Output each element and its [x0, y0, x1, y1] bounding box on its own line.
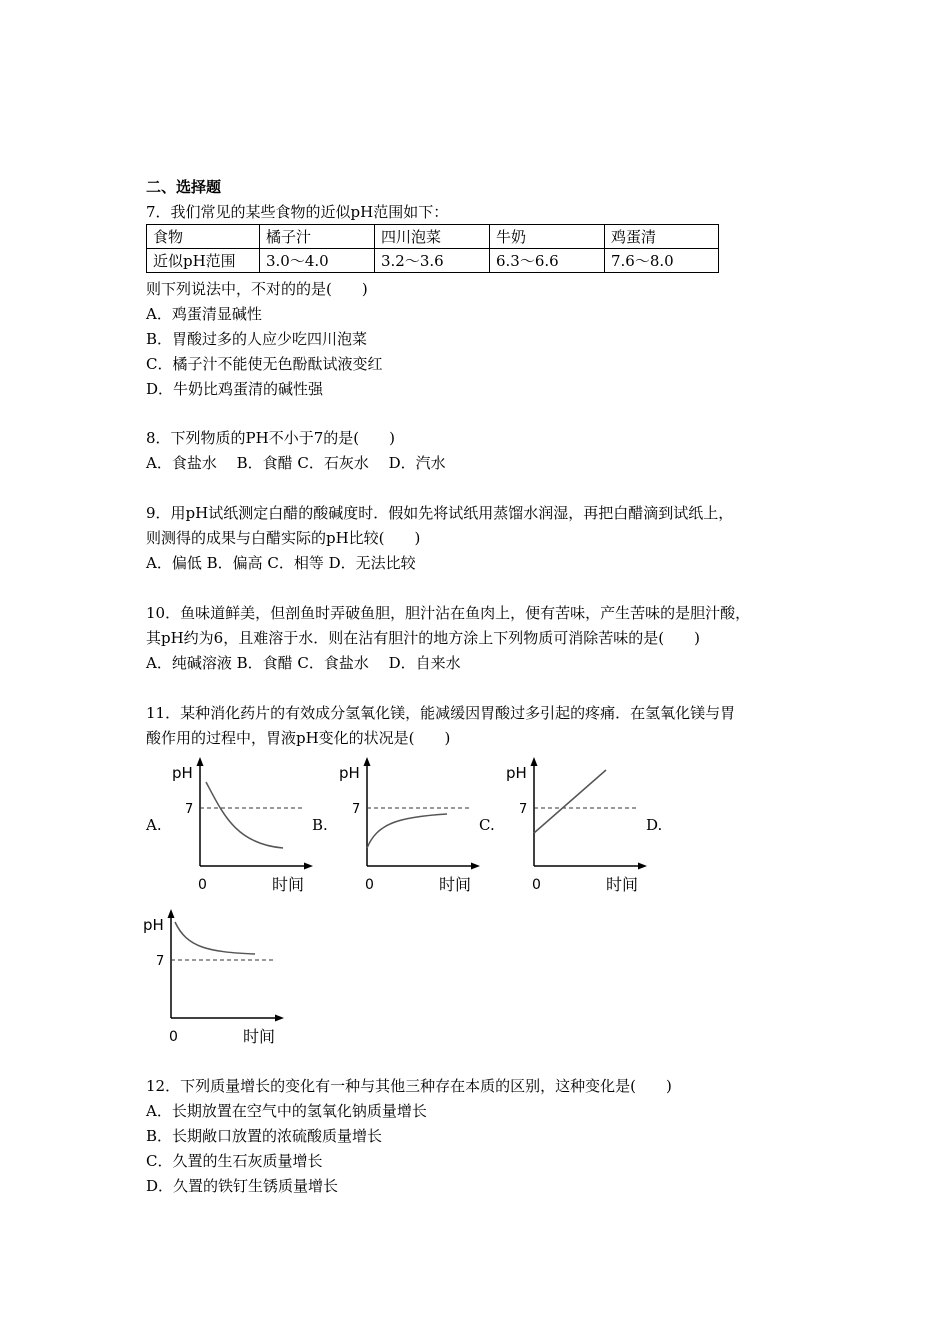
y-axis-arrow [197, 757, 204, 766]
graph-option-b [335, 754, 485, 896]
y-axis-arrow [364, 757, 371, 766]
reference-value: 7 [185, 802, 194, 817]
reference-value: 7 [156, 954, 165, 969]
q7-prompt: 则下列说法中，不对的的是( ) [146, 280, 368, 298]
x-axis-label: 时间 [243, 1027, 276, 1046]
y-axis-label: pH [143, 916, 164, 934]
ph-curve [534, 770, 606, 833]
q7-option-c: C．橘子汁不能使无色酚酞试液变红 [146, 355, 383, 373]
y-axis-label: pH [506, 764, 527, 782]
x-axis-arrow [471, 863, 480, 870]
q8-stem: 8．下列物质的PH不小于7的是( ) [146, 429, 395, 447]
y-axis-arrow [531, 757, 538, 766]
table-header-row [147, 225, 719, 249]
graph-option-d [139, 906, 289, 1048]
table-cell: 牛奶 [490, 225, 605, 249]
x-axis-label: 时间 [606, 875, 639, 894]
reference-value: 7 [519, 802, 528, 817]
q11-line2: 酸作用的过程中，胃液pH变化的状况是( ) [146, 729, 451, 747]
origin-label: 0 [169, 1029, 178, 1045]
origin-label: 0 [532, 877, 541, 893]
table-cell: 四川泡菜 [375, 225, 490, 249]
x-axis-arrow [304, 863, 313, 870]
y-axis-label: pH [172, 764, 193, 782]
table-cell: 3.2～3.6 [375, 249, 490, 273]
ph-curve [206, 782, 283, 848]
q9-line1: 9．用pH试纸测定白醋的酸碱度时．假如先将试纸用蒸馏水润湿，再把白醋滴到试纸上， [146, 504, 734, 522]
q10-line1: 10．鱼味道鲜美，但剖鱼时弄破鱼胆，胆汁沾在鱼肉上，便有苦味，产生苦味的是胆汁酸， [146, 604, 751, 622]
reference-value: 7 [352, 802, 361, 817]
q12-option-c: C．久置的生石灰质量增长 [146, 1152, 323, 1170]
q7-option-d: D．牛奶比鸡蛋清的碱性强 [146, 380, 324, 398]
option-label-b: B. [312, 816, 328, 834]
q10-options: A．纯碱溶液 B．食醋 C．食盐水 D．自来水 [146, 654, 461, 672]
q9-line2: 则测得的成果与白醋实际的pH比较( ) [146, 529, 421, 547]
section-title: 二、选择题 [146, 178, 222, 196]
table-cell: 6.3～6.6 [490, 249, 605, 273]
q7-stem: 7．我们常见的某些食物的近似pH范围如下： [146, 203, 449, 221]
x-axis-label: 时间 [272, 875, 305, 894]
y-axis-arrow [168, 909, 175, 918]
origin-label: 0 [198, 877, 207, 893]
q8-options: A．食盐水 B．食醋 C．石灰水 D．汽水 [146, 454, 446, 472]
x-axis-arrow [275, 1015, 284, 1022]
q12-stem: 12．下列质量增长的变化有一种与其他三种存在本质的区别，这种变化是( ) [146, 1077, 672, 1095]
table-cell: 3.0～4.0 [260, 249, 375, 273]
ph-table [146, 224, 719, 273]
origin-label: 0 [365, 877, 374, 893]
table-row [147, 249, 719, 273]
q9-options: A．偏低 B．偏高 C．相等 D．无法比较 [146, 554, 416, 572]
q7-option-b: B．胃酸过多的人应少吃四川泡菜 [146, 330, 368, 348]
x-axis-label: 时间 [439, 875, 472, 894]
table-cell: 近似pH范围 [147, 249, 260, 273]
graph-option-c [502, 754, 652, 896]
table-cell: 鸡蛋清 [605, 225, 719, 249]
x-axis-arrow [638, 863, 647, 870]
table-cell: 7.6～8.0 [605, 249, 719, 273]
table-cell: 橘子汁 [260, 225, 375, 249]
q12-option-b: B．长期敞口放置的浓硫酸质量增长 [146, 1127, 383, 1145]
q12-option-a: A．长期放置在空气中的氢氧化钠质量增长 [146, 1102, 427, 1120]
q11-line1: 11．某种消化药片的有效成分氢氧化镁，能减缓因胃酸过多引起的疼痛．在氢氧化镁与胃 [146, 704, 736, 722]
table-cell: 食物 [147, 225, 260, 249]
q7-option-a: A．鸡蛋清显碱性 [146, 305, 262, 323]
graph-option-a [168, 754, 318, 896]
option-label-c: C. [479, 816, 495, 834]
ph-curve [175, 922, 255, 954]
q12-option-d: D．久置的铁钉生锈质量增长 [146, 1177, 339, 1195]
ph-curve [367, 814, 447, 848]
option-label-a: A. [146, 816, 162, 834]
q10-line2: 其pH约为6，且难溶于水．则在沾有胆汁的地方涂上下列物质可消除苦味的是( ) [146, 629, 700, 647]
option-label-d: D. [646, 816, 663, 834]
y-axis-label: pH [339, 764, 360, 782]
